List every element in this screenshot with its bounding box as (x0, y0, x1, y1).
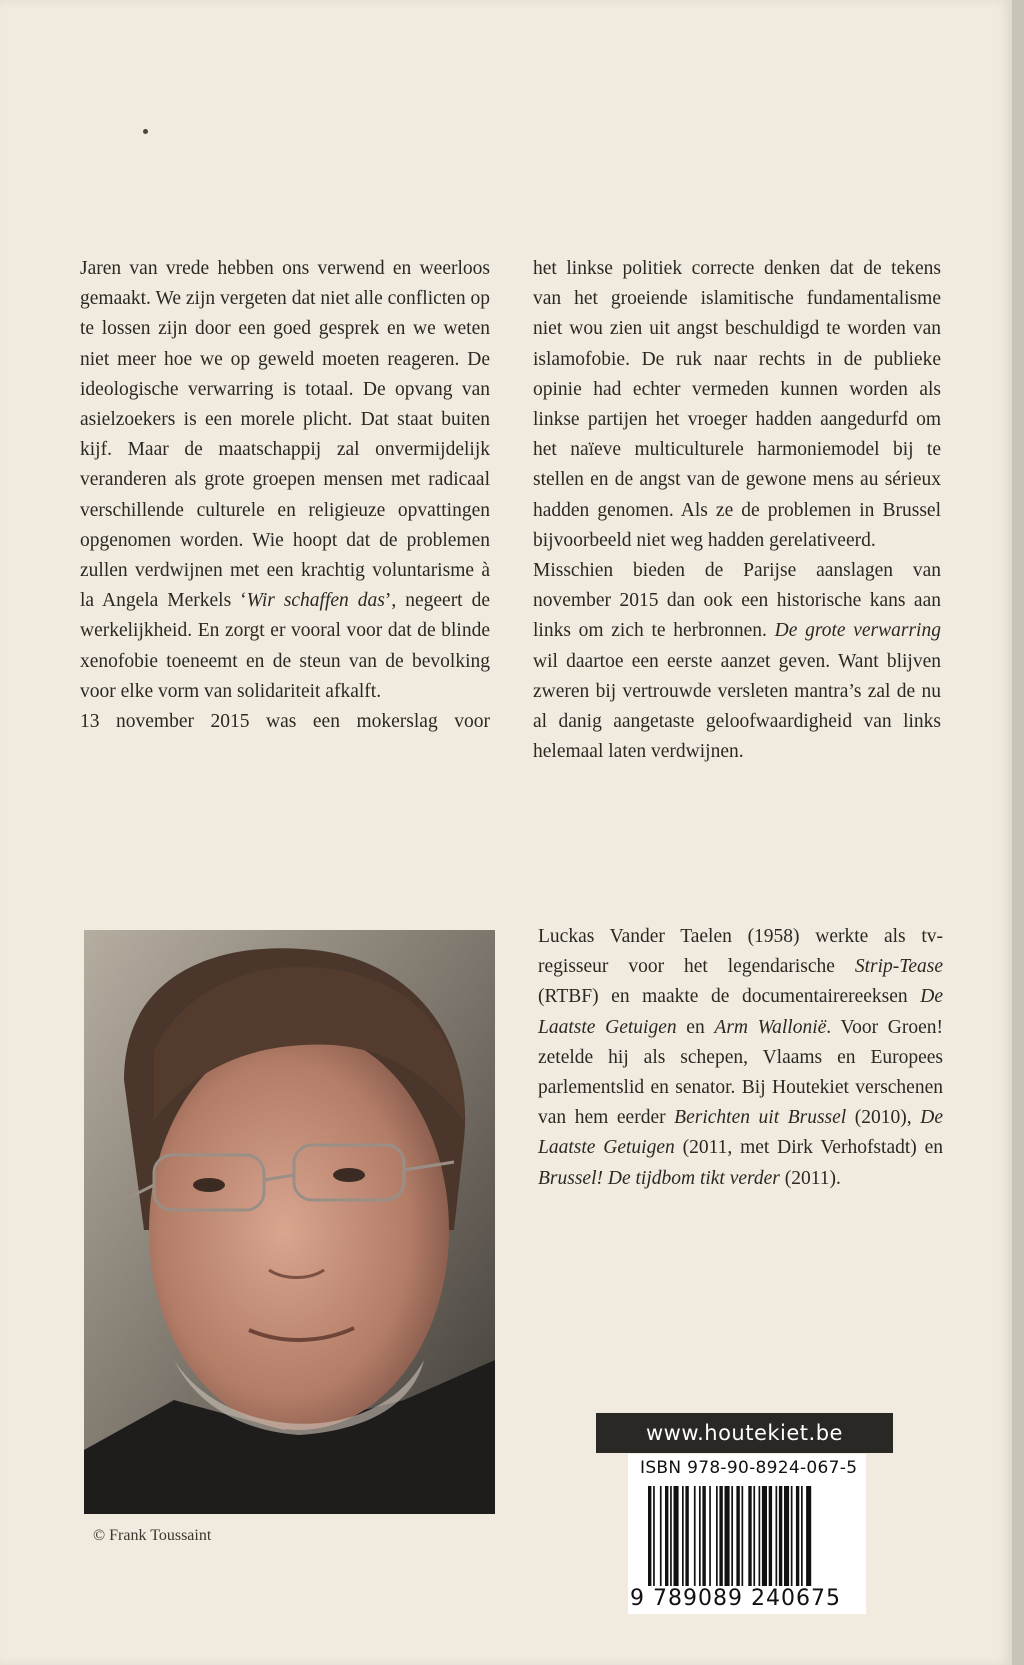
barcode-bar (736, 1486, 739, 1586)
barcode-bar (660, 1486, 662, 1586)
barcode-bar (742, 1486, 744, 1586)
barcode-bar (682, 1486, 684, 1586)
bio-text: (2011, met Dirk Verhofstadt) en (674, 1137, 943, 1159)
barcode-bar (796, 1486, 799, 1586)
barcode-bar (648, 1486, 651, 1586)
barcode-bar (784, 1486, 789, 1586)
barcode-digits: 9 789089 240675 (630, 1586, 841, 1611)
bio-text: (2011). (779, 1167, 841, 1189)
blurb-text: ’, negeert de werkelijkheid. En zorgt er vooral voor dat de blinde xenofobie toeneemt en de steun van de bevolking voor elke vorm van solidariteit afkalft. (80, 590, 490, 702)
blurb-text: wil daartoe een eerste aanzet geven. Want blijven zweren bij vertrouwde versleten mantra’s zal de nu al danig aangetaste geloofwaardigheid van links helemaal laten verdwijnen. (533, 650, 941, 763)
isbn-label: ISBN 978-90-8924-067-5 (640, 1458, 858, 1478)
bio-italic: Berichten uit Brussel (674, 1107, 847, 1129)
bio-italic: Brussel! De tijdbom tikt verder (538, 1167, 780, 1189)
blurb-text: Jaren van vrede hebben ons verwend en weerloos gemaakt. We zijn vergeten dat niet alle conflicten op te lossen zijn door een goed gesprek en we weten niet meer hoe we op geweld moeten reageren. De ideologische verwarring is totaal. De opvang van asielzoekers is een morele plicht. Dat staat buiten kijf. Maar de maatschappij zal onvermijdelijk veranderen als grote groepen mensen met radicaal verschillende culturele en religieuze opvattingen opgenomen worden. Wie hoopt dat de problemen zullen verdwijnen met een krachtig voluntarisme à la Angela Merkels ‘ (80, 258, 490, 612)
barcode-bar (709, 1486, 711, 1586)
blurb-paragraph (80, 254, 490, 707)
author-bio-paragraph (538, 922, 943, 1194)
barcode-bar (769, 1486, 772, 1586)
blurb-right-column (533, 254, 941, 767)
barcode-bar (665, 1486, 668, 1586)
cover-edge (1012, 0, 1024, 1665)
bio-italic: Strip-Tease (854, 956, 943, 978)
barcode-bar (653, 1486, 655, 1586)
barcode-bar (716, 1486, 718, 1586)
barcode-bar (759, 1486, 761, 1586)
blurb-paragraph: het linkse politiek correcte denken dat de tekens van het groeiende islamitische fundamentalisme niet wou zien uit angst beschuldigd te worden van islamofobie. De ruk naar rechts in de publieke opinie had echter vermeden kunnen worden als linkse partijen het vroeger hadden aangedurfd om het naïeve multiculturele harmoniemodel bij te stellen en de angst van de gewone mens au sérieux hadden genomen. Als ze de problemen in Brussel bijvoorbeeld niet weg hadden gerelativeerd. (533, 258, 941, 551)
barcode-bar (779, 1486, 782, 1586)
author-portrait-image (84, 930, 495, 1514)
barcode-bar (776, 1486, 778, 1586)
bio-italic: De Laatste Getuigen (538, 986, 943, 1038)
barcode-bar (699, 1486, 701, 1586)
bio-italic: De Laatste Getuigen (538, 1107, 943, 1159)
barcode-bar (753, 1486, 755, 1586)
blurb-quote-italic: Wir schaffen das (246, 590, 385, 612)
bio-text: (RTBF) en maakte de documentairereeksen (538, 986, 921, 1008)
author-photo (84, 930, 495, 1514)
bio-text: en (676, 1016, 715, 1038)
bio-text: Luckas Vander Taelen (1958) werkte als tv-regisseur voor het legendarische (538, 926, 943, 978)
barcode-bar (685, 1486, 688, 1586)
blurb-text: Misschien bieden de Parijse aanslagen van november 2015 dan ook een historische kans aan links om zich te herbronnen. (533, 560, 941, 642)
barcode-bar (806, 1486, 811, 1586)
blurb-left-column (80, 254, 490, 737)
blurb-paragraph: 13 november 2015 was een mokerslag voor (80, 711, 490, 733)
barcode-bar (791, 1486, 793, 1586)
blurb-paragraph (533, 556, 941, 767)
bio-text: (2010), (846, 1107, 921, 1129)
bio-italic: Arm Wallonië (714, 1016, 827, 1038)
bio-text: . Voor Groen! zetelde hij als schepen, Vlaams en Europees parlementslid en senator. Bij Houtekiet verschenen van hem eerder (538, 1016, 943, 1129)
barcode-bar (702, 1486, 705, 1586)
barcode-bar (674, 1486, 679, 1586)
barcode-bar (725, 1486, 730, 1586)
photo-credit: © Frank Toussaint (93, 1527, 212, 1544)
barcode-bar (719, 1486, 722, 1586)
barcode-bar (801, 1486, 803, 1586)
publisher-website: www.houtekiet.be (596, 1413, 893, 1453)
barcode-bar (731, 1486, 733, 1586)
isbn-barcode (648, 1486, 854, 1586)
barcode-bar (762, 1486, 767, 1586)
author-bio (538, 922, 943, 1194)
barcode-bar (748, 1486, 751, 1586)
ink-speck (143, 129, 148, 134)
barcode-bar (670, 1486, 672, 1586)
book-title-italic: De grote verwarring (774, 620, 941, 642)
barcode-bar (694, 1486, 696, 1586)
